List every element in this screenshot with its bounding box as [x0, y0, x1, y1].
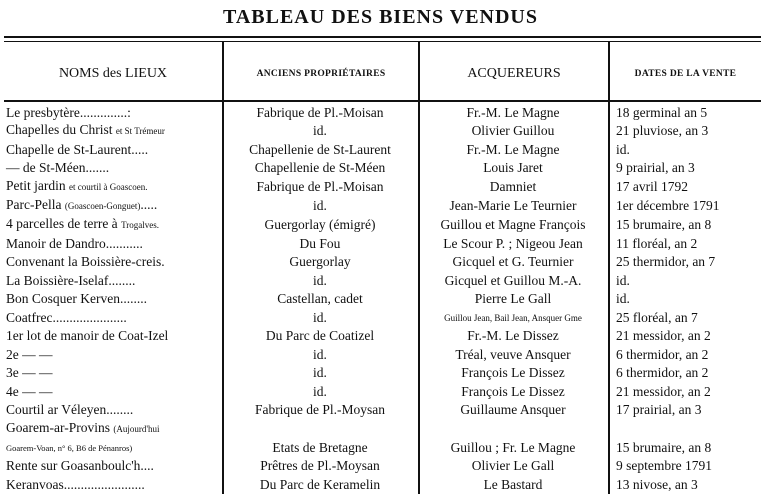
lieu-note: Goarem-Voan, n° 6, B6 de Pénanros) [6, 442, 133, 453]
date-vente: 17 prairial, an 3 [616, 401, 702, 417]
table-row [4, 271, 761, 289]
cell-date-vente [608, 364, 761, 382]
lieu-name: Petit jardin [6, 178, 66, 194]
table-row [4, 457, 761, 475]
lieu-name: — de St-Méen [6, 160, 86, 176]
cell-acquereur [418, 364, 608, 382]
acquereur: Gicquel et G. Teurnier [452, 254, 574, 270]
acquereur: Guillou Jean, Bail Jean, Ansquer Gme [444, 312, 582, 323]
cell-ancien-proprietaire [222, 289, 418, 307]
acquereur: Le Scour P. ; Nigeou Jean [443, 235, 583, 251]
ancien-proprietaire: Guergorlay (émigré) [264, 217, 376, 233]
cell-acquereur [418, 177, 608, 196]
date-vente: 18 germinal an 5 [616, 104, 708, 120]
cell-lieu [4, 103, 222, 121]
ancien-proprietaire: Fabrique de Pl.-Moisan [256, 104, 384, 120]
acquereur: Tréal, veuve Ansquer [455, 346, 571, 362]
cell-ancien-proprietaire [222, 121, 418, 140]
cell-lieu [4, 345, 222, 363]
ancien-proprietaire: Du Fou [299, 235, 341, 251]
lieu-note: et St Trémeur [115, 126, 165, 137]
cell-ancien-proprietaire [222, 140, 418, 158]
acquereur: Louis Jaret [483, 160, 543, 176]
table-row [4, 475, 761, 493]
lieu-name: 2e — — [6, 346, 53, 362]
date-vente: 11 floréal, an 2 [616, 235, 698, 251]
acquereur: Fr.-M. Le Magne [466, 104, 560, 120]
table-row [4, 400, 761, 418]
acquereur: François Le Dissez [461, 383, 565, 399]
cell-acquereur [418, 215, 608, 234]
cell-acquereur [418, 438, 608, 457]
table-row [4, 289, 761, 307]
cell-acquereur [418, 400, 608, 418]
table-row [4, 327, 761, 345]
cell-acquereur [418, 289, 608, 307]
cell-ancien-proprietaire [222, 475, 418, 493]
cell-lieu [4, 121, 222, 140]
table-row [4, 253, 761, 271]
table-row [4, 196, 761, 215]
date-vente: 1er décembre 1791 [616, 198, 720, 214]
ancien-proprietaire: id. [313, 383, 327, 399]
cell-date-vente [608, 177, 761, 196]
cell-date-vente [608, 121, 761, 140]
cell-ancien-proprietaire [222, 271, 418, 289]
lieu-name: Le presbytère [6, 104, 80, 120]
cell-acquereur [418, 271, 608, 289]
cell-lieu [4, 364, 222, 382]
cell-date-vente [608, 140, 761, 158]
cell-lieu [4, 438, 222, 457]
cell-acquereur [418, 140, 608, 158]
ancien-proprietaire: id. [313, 365, 327, 381]
date-vente: 6 thermidor, an 2 [616, 365, 709, 381]
cell-date-vente [608, 253, 761, 271]
cell-lieu [4, 327, 222, 345]
cell-ancien-proprietaire [222, 234, 418, 252]
leader-dots: .... [140, 458, 154, 474]
cell-acquereur [418, 121, 608, 140]
table-row [4, 419, 761, 438]
cell-acquereur [418, 196, 608, 215]
ancien-proprietaire: id. [313, 309, 327, 325]
ancien-proprietaire: id. [313, 123, 327, 139]
date-vente: 25 thermidor, an 7 [616, 254, 716, 270]
date-vente: 17 avril 1792 [616, 179, 688, 195]
lieu-name: Chapelle de St-Laurent [6, 142, 132, 158]
cell-date-vente [608, 196, 761, 215]
lieu-name: 3e — — [6, 365, 53, 381]
leader-dots: ........ [106, 401, 134, 417]
leader-dots: ........ [119, 291, 147, 307]
ancien-proprietaire: Prêtres de Pl.-Moysan [260, 458, 380, 474]
header-rule [4, 100, 761, 102]
cell-date-vente [608, 457, 761, 475]
leader-dots: ...................... [52, 309, 127, 325]
ancien-proprietaire: Du Parc de Coatizel [265, 328, 375, 344]
leader-dots: ..............: [79, 104, 131, 120]
cell-ancien-proprietaire [222, 345, 418, 363]
cell-lieu [4, 475, 222, 493]
cell-ancien-proprietaire [222, 177, 418, 196]
date-vente: 15 brumaire, an 8 [616, 439, 712, 455]
cell-date-vente [608, 438, 761, 457]
lieu-name: Rente sur Goasanboulc'h [6, 458, 141, 474]
cell-date-vente [608, 308, 761, 327]
cell-date-vente [608, 382, 761, 400]
date-vente: 9 septembre 1791 [616, 458, 712, 474]
lieu-name: Bon Cosquer Kerven [6, 291, 120, 307]
lieu-name: Coatfrec [6, 309, 53, 325]
cell-ancien-proprietaire [222, 364, 418, 382]
acquereur: Fr.-M. Le Dissez [467, 328, 559, 344]
table-row [4, 345, 761, 363]
table-row [4, 364, 761, 382]
lieu-name: 4 parcelles de terre à [6, 216, 118, 232]
table-row [4, 159, 761, 177]
cell-lieu [4, 177, 222, 196]
table-row [4, 177, 761, 196]
cell-date-vente [608, 159, 761, 177]
header-anciens: ANCIENS PROPRIÉTAIRES [256, 69, 386, 79]
cell-lieu [4, 400, 222, 418]
leader-dots: ..... [140, 197, 158, 213]
cell-date-vente [608, 103, 761, 121]
cell-date-vente [608, 215, 761, 234]
cell-acquereur [418, 253, 608, 271]
ancien-proprietaire: Guergorlay [289, 254, 351, 270]
cell-ancien-proprietaire [222, 327, 418, 345]
date-vente: 21 messidor, an 2 [616, 383, 711, 399]
acquereur: Pierre Le Gall [474, 291, 552, 307]
acquereur: Guillou et Magne François [440, 217, 586, 233]
cell-lieu [4, 159, 222, 177]
acquereur: Jean-Marie Le Teurnier [449, 198, 577, 214]
ancien-proprietaire: Castellan, cadet [277, 291, 363, 307]
cell-acquereur [418, 382, 608, 400]
lieu-note: et courtil à Goascoen. [69, 182, 148, 193]
cell-ancien-proprietaire [222, 438, 418, 457]
top-rule-thin [4, 41, 761, 42]
leader-dots: ........ [108, 272, 136, 288]
cell-date-vente [608, 327, 761, 345]
cell-acquereur [418, 234, 608, 252]
cell-acquereur [418, 159, 608, 177]
date-vente: 13 nivose, an 3 [616, 476, 698, 492]
ancien-proprietaire: Chapellenie de St-Laurent [249, 142, 391, 158]
ancien-proprietaire: Etats de Bretagne [272, 439, 368, 455]
cell-ancien-proprietaire [222, 419, 418, 438]
cell-lieu [4, 271, 222, 289]
acquereur: François Le Dissez [461, 365, 565, 381]
date-vente: 21 messidor, an 2 [616, 328, 711, 344]
cell-lieu [4, 253, 222, 271]
date-vente: 9 prairial, an 3 [616, 160, 695, 176]
lieu-name: 1er lot de manoir de Coat-Izel [6, 328, 169, 344]
cell-date-vente [608, 419, 761, 438]
header-noms: NOMS des LIEUX [58, 66, 168, 81]
cell-ancien-proprietaire [222, 253, 418, 271]
cell-ancien-proprietaire [222, 400, 418, 418]
ancien-proprietaire: Du Parc de Keramelin [259, 476, 381, 492]
sales-table [4, 103, 761, 493]
lieu-name: Manoir de Dandro [6, 235, 106, 251]
header-acquereurs: ACQUEREURS [467, 66, 561, 81]
acquereur: Olivier Le Gall [471, 458, 555, 474]
date-vente: id. [616, 291, 630, 307]
acquereur: Guillaume Ansquer [460, 401, 566, 417]
acquereur: Le Bastard [483, 476, 543, 492]
page-title: TABLEAU DES BIENS VENDUS [222, 6, 538, 28]
date-vente: id. [616, 272, 630, 288]
cell-date-vente [608, 289, 761, 307]
cell-lieu [4, 140, 222, 158]
cell-acquereur [418, 457, 608, 475]
table-row [4, 103, 761, 121]
lieu-note: (Aujourd'hui [113, 423, 160, 434]
table-row [4, 438, 761, 457]
cell-ancien-proprietaire [222, 159, 418, 177]
leader-dots: ........... [105, 235, 143, 251]
header-dates: DATES DE LA VENTE [634, 69, 737, 79]
cell-date-vente [608, 475, 761, 493]
cell-date-vente [608, 234, 761, 252]
cell-lieu [4, 457, 222, 475]
lieu-name: Convenant la Boissière-creis. [6, 254, 165, 270]
leader-dots: ....... [85, 160, 110, 176]
lieu-note: (Goascoen-Gonguet) [64, 201, 141, 212]
acquereur: Gicquel et Guillou M.-A. [444, 272, 582, 288]
cell-acquereur [418, 103, 608, 121]
table-row [4, 234, 761, 252]
acquereur: Olivier Guillou [471, 123, 555, 139]
table-row [4, 140, 761, 158]
date-vente: 21 pluviose, an 3 [616, 123, 709, 139]
ancien-proprietaire: id. [313, 272, 327, 288]
date-vente: 25 floréal, an 7 [616, 309, 698, 325]
ancien-proprietaire: id. [313, 198, 327, 214]
acquereur: Guillou ; Fr. Le Magne [450, 439, 576, 455]
top-rule [4, 36, 761, 38]
cell-ancien-proprietaire [222, 103, 418, 121]
ancien-proprietaire: Fabrique de Pl.-Moysan [254, 401, 386, 417]
cell-ancien-proprietaire [222, 215, 418, 234]
date-vente: 15 brumaire, an 8 [616, 217, 712, 233]
cell-acquereur [418, 345, 608, 363]
cell-ancien-proprietaire [222, 196, 418, 215]
lieu-name: 4e — — [6, 383, 53, 399]
cell-date-vente [608, 271, 761, 289]
table-row [4, 382, 761, 400]
cell-ancien-proprietaire [222, 382, 418, 400]
table-row [4, 308, 761, 327]
date-vente: id. [616, 142, 630, 158]
cell-lieu [4, 215, 222, 234]
cell-lieu [4, 196, 222, 215]
table-row [4, 121, 761, 140]
cell-lieu [4, 289, 222, 307]
lieu-name: Chapelles du Christ [6, 122, 113, 138]
leader-dots: ..... [131, 142, 149, 158]
cell-ancien-proprietaire [222, 457, 418, 475]
cell-acquereur [418, 419, 608, 438]
lieu-name: La Boissière-Iselaf [6, 272, 109, 288]
cell-acquereur [418, 308, 608, 327]
cell-acquereur [418, 327, 608, 345]
acquereur: Damniet [489, 179, 537, 195]
cell-date-vente [608, 345, 761, 363]
lieu-name: Courtil ar Véleyen [6, 401, 107, 417]
lieu-name: Keranvoas [6, 476, 64, 492]
lieu-name: Parc-Pella [6, 197, 62, 213]
cell-lieu [4, 419, 222, 438]
ancien-proprietaire: Chapellenie de St-Méen [254, 160, 386, 176]
acquereur: Fr.-M. Le Magne [466, 142, 560, 158]
ancien-proprietaire: id. [313, 346, 327, 362]
cell-date-vente [608, 400, 761, 418]
ancien-proprietaire: Fabrique de Pl.-Moisan [256, 179, 384, 195]
table-row [4, 215, 761, 234]
cell-lieu [4, 234, 222, 252]
cell-lieu [4, 382, 222, 400]
date-vente: 6 thermidor, an 2 [616, 346, 709, 362]
lieu-name: Goarem-ar-Provins [6, 419, 110, 435]
lieu-note: Trogalves. [121, 220, 159, 231]
cell-lieu [4, 308, 222, 327]
leader-dots: ........................ [63, 476, 145, 492]
cell-acquereur [418, 475, 608, 493]
cell-ancien-proprietaire [222, 308, 418, 327]
